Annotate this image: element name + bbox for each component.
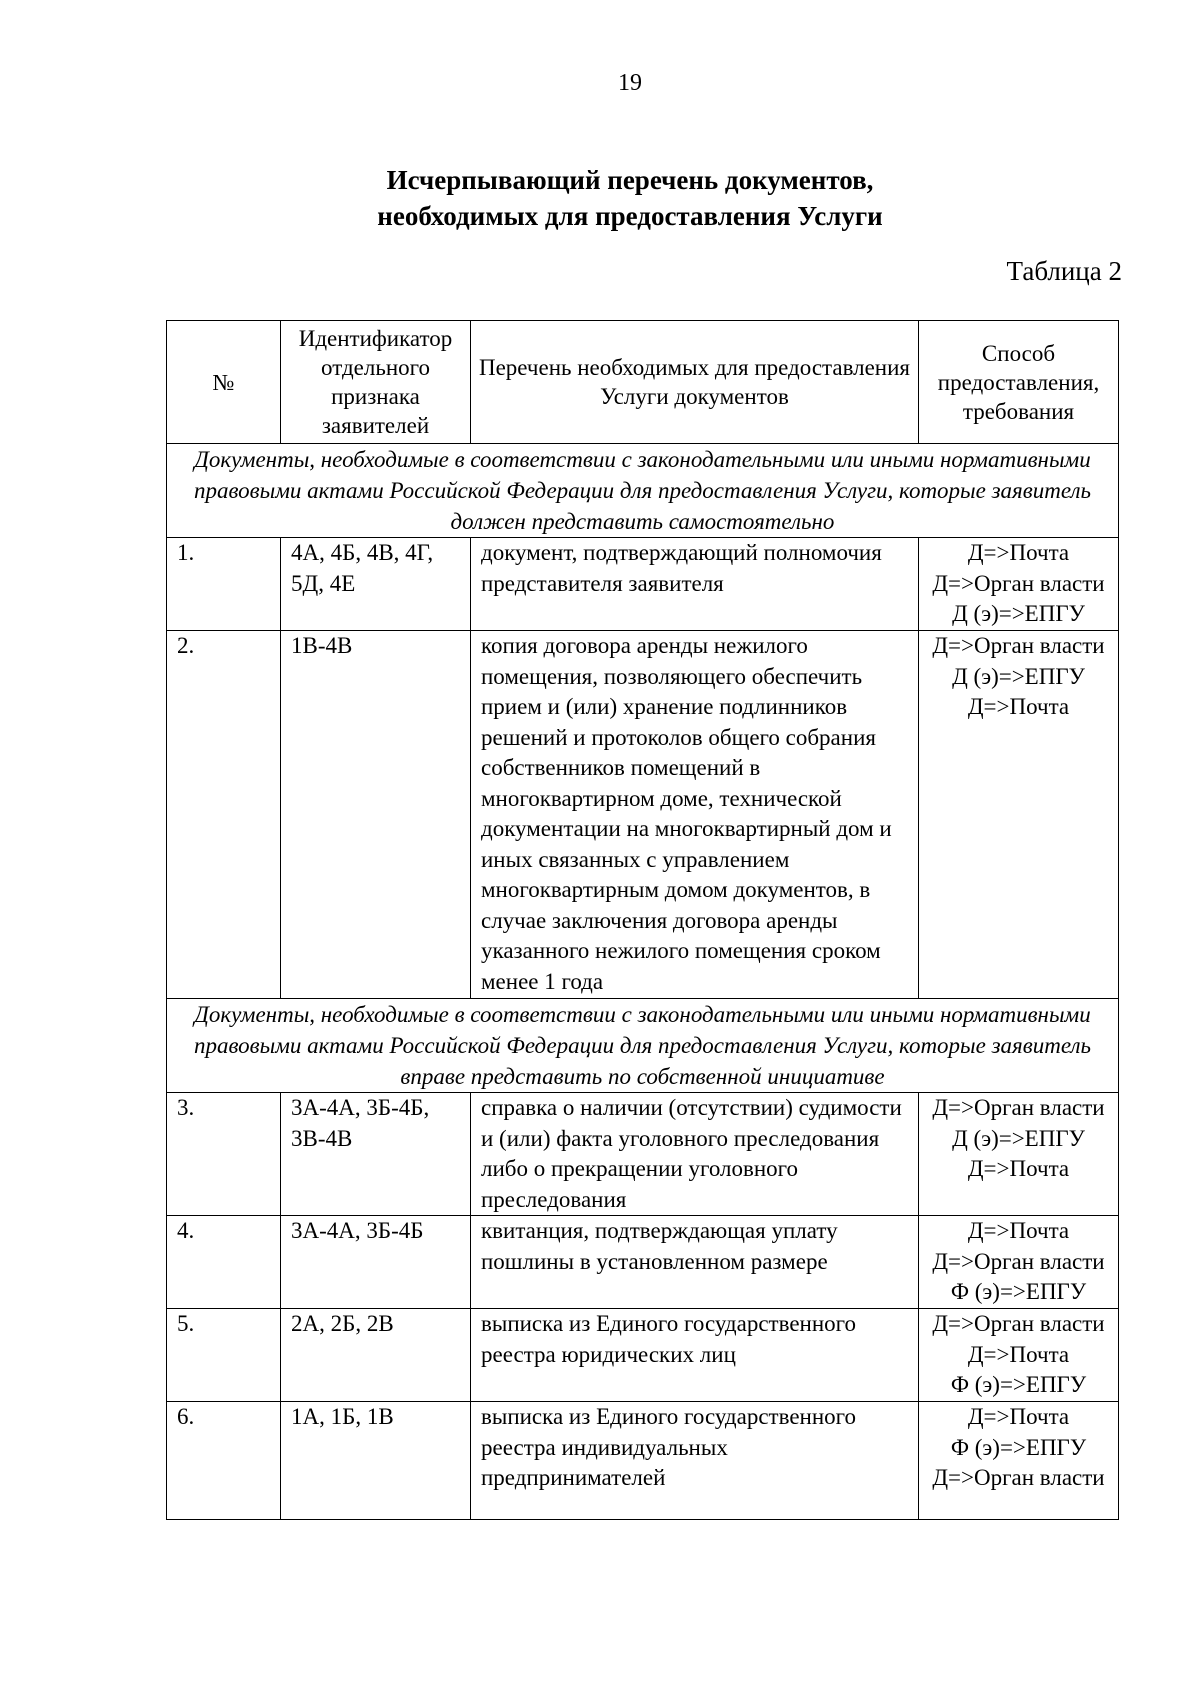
method-line: Д=>Почта xyxy=(967,694,1070,719)
row-identifier: 1А, 1Б, 1В xyxy=(281,1402,471,1520)
method-line: Ф (э)=>ЕПГУ xyxy=(950,1279,1087,1304)
header-identifier: Идентификатор отдельного признака заявителей xyxy=(281,321,471,444)
row-identifier: 1В-4В xyxy=(281,631,471,999)
section-row-2 xyxy=(167,999,1119,1093)
row-document: справка о наличии (отсутствии) судимости и (или) факта уголовного преследования либо о прекращении уголовного преследования xyxy=(471,1093,919,1216)
method-line: Ф (э)=>ЕПГУ xyxy=(950,1434,1087,1460)
document-title xyxy=(0,162,1200,234)
table-row xyxy=(167,1402,1119,1520)
method-line: Д=>Почта xyxy=(967,540,1070,565)
row-methods xyxy=(919,631,1119,999)
method-line: Д (э)=>ЕПГУ xyxy=(952,1125,1085,1151)
row-identifier: 3А-4А, 3Б-4Б xyxy=(281,1216,471,1309)
table-header-row xyxy=(167,321,1119,444)
method-line: Д=>Орган власти xyxy=(932,1095,1105,1120)
row-methods xyxy=(919,538,1119,631)
row-num: 4. xyxy=(167,1216,281,1309)
table-caption: Таблица 2 xyxy=(1006,256,1122,286)
row-identifier: 2А, 2Б, 2В xyxy=(281,1309,471,1402)
section-title-2: Документы, необходимые в соответствии с законодательными или иными нормативными правовыми актами Российской Федерации для предоставления Услуги, которые заявитель вправе представить по собственной инициативе xyxy=(167,999,1119,1093)
row-methods xyxy=(919,1402,1119,1520)
row-methods xyxy=(919,1309,1119,1402)
document-title-line-2: необходимых для предоставления Услуги xyxy=(377,201,883,231)
row-num: 3. xyxy=(167,1093,281,1216)
row-document: выписка из Единого государственного реестра индивидуальных предпринимателей xyxy=(471,1402,919,1520)
row-num: 6. xyxy=(167,1402,281,1520)
row-identifier: 3А-4А, 3Б-4Б, 3В-4В xyxy=(281,1093,471,1216)
row-num: 2. xyxy=(167,631,281,999)
row-methods xyxy=(919,1216,1119,1309)
row-document: документ, подтверждающий полномочия представителя заявителя xyxy=(471,538,919,631)
method-line: Д=>Орган власти xyxy=(932,1248,1105,1274)
header-documents: Перечень необходимых для предоставления Услуги документов xyxy=(471,321,919,444)
row-num: 5. xyxy=(167,1309,281,1402)
method-line: Д (э)=>ЕПГУ xyxy=(952,663,1085,689)
table-row xyxy=(167,631,1119,999)
table-row xyxy=(167,1093,1119,1216)
method-line: Д (э)=>ЕПГУ xyxy=(952,601,1085,626)
document-title-line-1: Исчерпывающий перечень документов, xyxy=(386,165,874,195)
method-line: Ф (э)=>ЕПГУ xyxy=(950,1372,1087,1397)
method-line: Д=>Орган власти xyxy=(932,1465,1105,1490)
table-row xyxy=(167,1216,1119,1309)
method-line: Д=>Орган власти xyxy=(932,570,1105,596)
row-document: квитанция, подтверждающая уплату пошлины в установленном размере xyxy=(471,1216,919,1309)
page-number: 19 xyxy=(618,70,642,96)
table-row xyxy=(167,538,1119,631)
row-document: копия договора аренды нежилого помещения, позволяющего обеспечить прием и (или) хранение подлинников решений и протоколов общего собрания собственников помещений в многоквартирном доме, технической документации на многоквартирный дом и иных связанных с управлением многоквартирным домом документов, в случае заключения договора аренды указанного нежилого помещения сроком менее 1 года xyxy=(471,631,919,999)
method-line: Д=>Почта xyxy=(967,1156,1070,1181)
section-row-1 xyxy=(167,444,1119,538)
header-num: № xyxy=(167,321,281,444)
row-identifier: 4А, 4Б, 4В, 4Г, 5Д, 4Е xyxy=(281,538,471,631)
header-method: Способ предоставления, требования xyxy=(919,321,1119,444)
method-line: Д=>Орган власти xyxy=(932,1311,1105,1336)
row-methods xyxy=(919,1093,1119,1216)
row-document: выписка из Единого государственного реестра юридических лиц xyxy=(471,1309,919,1402)
method-line: Д=>Почта xyxy=(967,1218,1070,1243)
row-num: 1. xyxy=(167,538,281,631)
method-line: Д=>Почта xyxy=(967,1341,1070,1367)
table-row xyxy=(167,1309,1119,1402)
documents-table xyxy=(166,320,1119,1520)
method-line: Д=>Орган власти xyxy=(932,633,1105,658)
method-line: Д=>Почта xyxy=(967,1404,1070,1429)
section-title-1: Документы, необходимые в соответствии с законодательными или иными нормативными правовыми актами Российской Федерации для предоставления Услуги, которые заявитель должен представить самостоятельно xyxy=(167,444,1119,538)
